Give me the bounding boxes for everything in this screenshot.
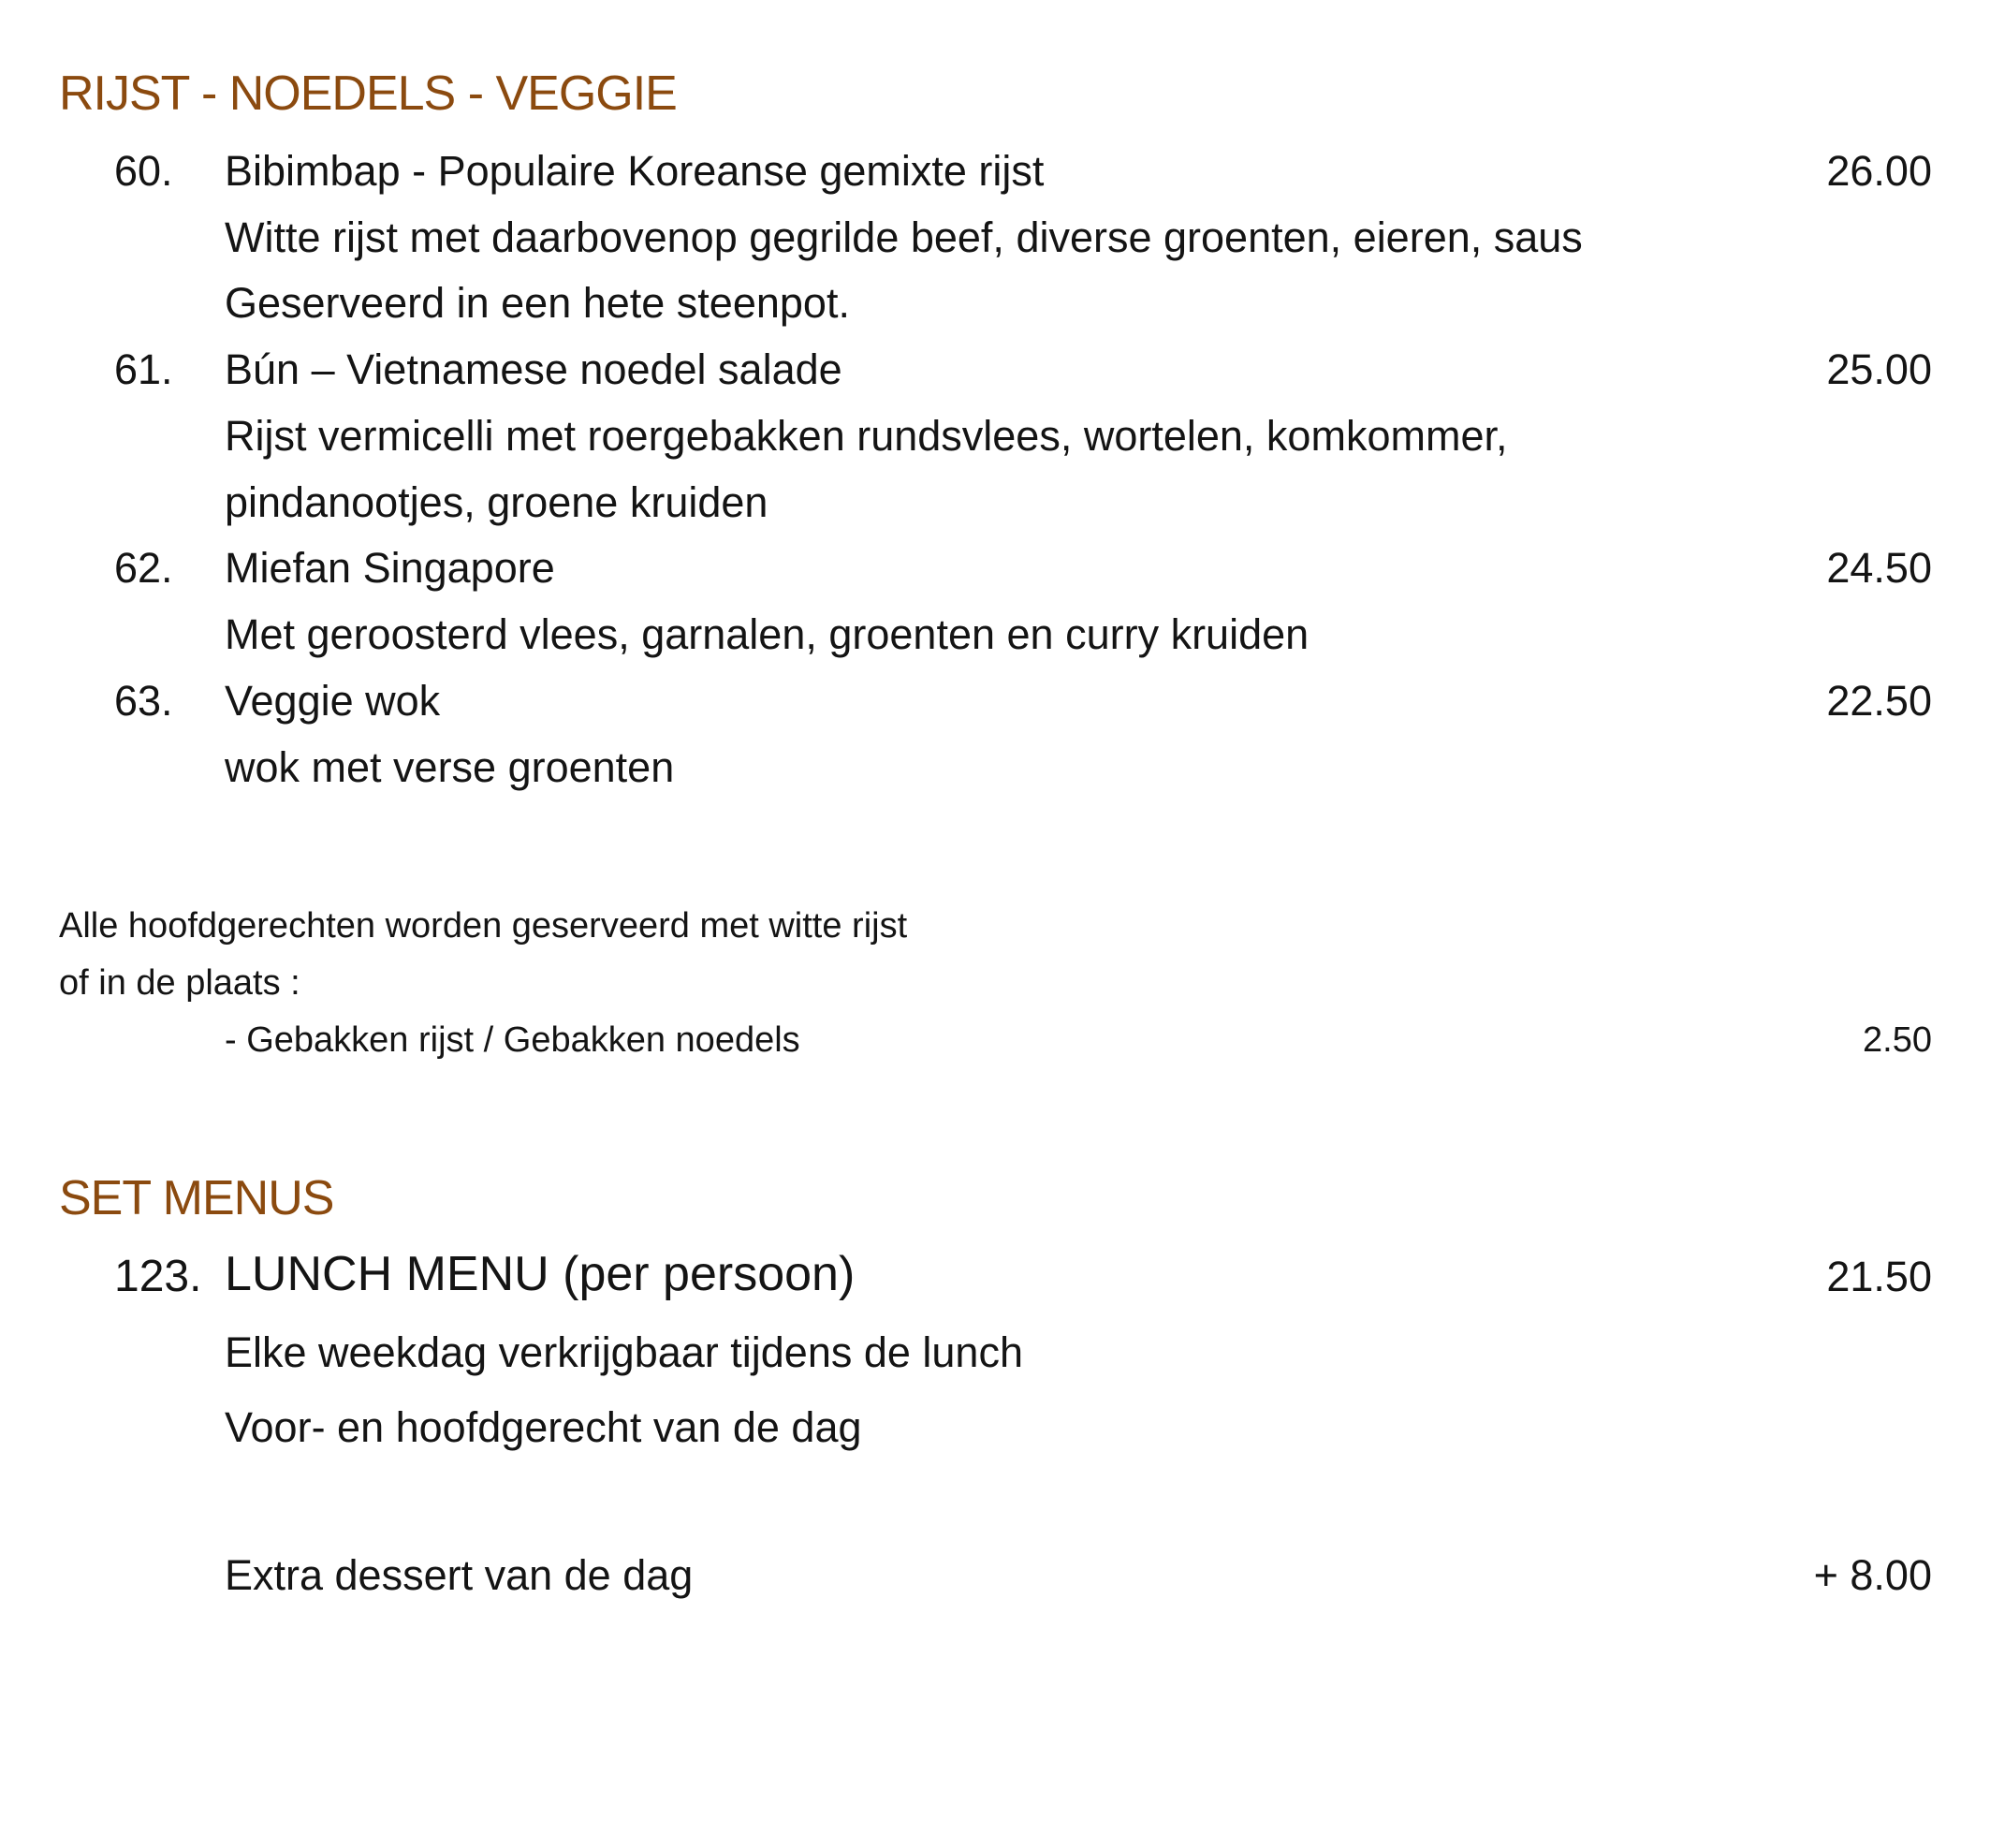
- item-price: 24.50: [1826, 544, 1932, 592]
- item-name: LUNCH MENU (per persoon): [225, 1247, 856, 1301]
- item-name: Bibimbap - Populaire Koreanse gemixte rijst: [225, 147, 1045, 195]
- item-description-line: Geserveerd in een hete steenpot.: [225, 279, 850, 327]
- item-number: 63.: [114, 677, 173, 725]
- item-name: Veggie wok: [225, 677, 441, 725]
- item-description-line: pindanootjes, groene kruiden: [225, 478, 768, 526]
- item-price: 25.00: [1826, 345, 1932, 393]
- item-name: Bún – Vietnamese noedel salade: [225, 345, 842, 393]
- item-description-line: Elke weekdag verkrijgbaar tijdens de lunch: [225, 1328, 1023, 1376]
- note-line: Alle hoofdgerechten worden geserveerd met witte rijst: [59, 906, 908, 946]
- item-price: 22.50: [1826, 677, 1932, 725]
- item-price: 26.00: [1826, 147, 1932, 195]
- item-price: 21.50: [1826, 1253, 1932, 1300]
- item-description-line: wok met verse groenten: [225, 743, 675, 791]
- extra-label: Extra dessert van de dag: [225, 1551, 694, 1599]
- item-description-line: Voor- en hoofdgerecht van de dag: [225, 1403, 862, 1451]
- note-option: - Gebakken rijst / Gebakken noedels: [225, 1020, 800, 1060]
- item-description-line: Witte rijst met daarbovenop gegrilde beef, diverse groenten, eieren, saus: [225, 213, 1583, 261]
- item-number: 60.: [114, 147, 173, 195]
- item-description-line: Met geroosterd vlees, garnalen, groenten en curry kruiden: [225, 610, 1310, 658]
- section-title-set-menus: SET MENUS: [59, 1171, 334, 1225]
- note-option-price: 2.50: [1863, 1020, 1932, 1060]
- extra-price: + 8.00: [1813, 1551, 1932, 1599]
- note-line: of in de plaats :: [59, 963, 300, 1003]
- item-number: 62.: [114, 544, 173, 592]
- section-title-rice-noodles-veggie: RIJST - NOEDELS - VEGGIE: [59, 66, 677, 121]
- item-number: 61.: [114, 345, 173, 393]
- item-description-line: Rijst vermicelli met roergebakken rundsvlees, wortelen, komkommer,: [225, 412, 1508, 460]
- item-name: Miefan Singapore: [225, 544, 555, 592]
- item-number: 123.: [114, 1252, 202, 1301]
